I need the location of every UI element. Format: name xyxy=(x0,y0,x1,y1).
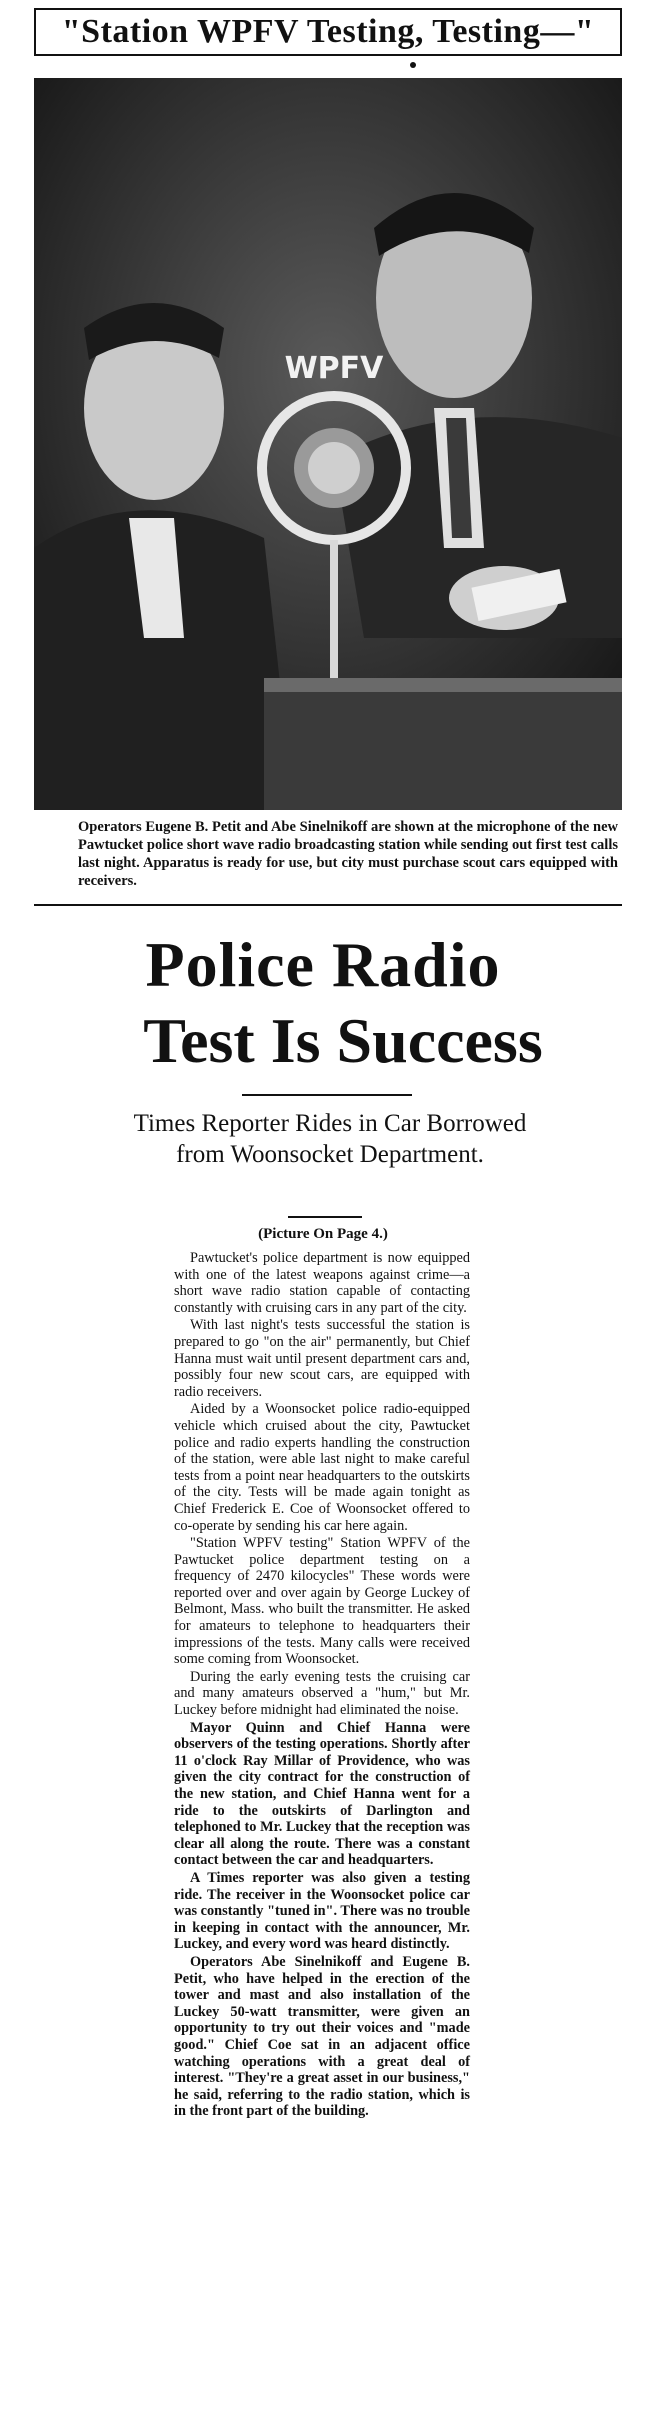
photograph xyxy=(34,78,622,810)
desk xyxy=(264,678,622,810)
photo-caption: Operators Eugene B. Petit and Abe Sinelnikoff are shown at the microphone of the new Pawtucket police short wave radio broadcasting station while sending out first test calls last night. Apparatus is ready for use, but city must purchase scout cars equipped with receivers. xyxy=(78,819,618,889)
subhead-divider xyxy=(288,1216,362,1218)
photo-headline xyxy=(34,8,622,56)
picture-note: (Picture On Page 4.) xyxy=(258,1226,388,1242)
paragraph: A Times reporter was also given a testing ride. The receiver in the Woonsocket police car was constantly "tuned in". There was no trouble in keeping in contact with the announcer, Mr. Luckey, and every word was heard distinctly. xyxy=(174,1869,470,1953)
paragraph: Aided by a Woonsocket police radio-equipped vehicle which cruised about the city, Pawtucket police and radio experts handling the construction of the station, were able last night to make careful tests from a point near headquarters to the outskirts of the city. Tests will be made again tonight as Chief Frederick E. Coe of Woonsocket offered to co-operate by sending his car here again. xyxy=(174,1401,470,1534)
article-headline-line1: Police Radio xyxy=(145,929,501,1000)
article-subhead: Times Reporter Rides in Car Borrowed from Woonsocket Department. xyxy=(133,1110,527,1168)
decorative-dot xyxy=(410,62,416,68)
section-divider xyxy=(34,904,622,906)
photo-headline-text: "Station WPFV Testing, Testing—" xyxy=(61,13,595,50)
headline-divider xyxy=(242,1094,412,1096)
paragraph: "Station WPFV testing" Station WPFV of the Pawtucket police department testing on a frequency of 2470 kilocycles" These words were reported over and over again by George Luckey of Belmont, Mass. who built the transmitter. He asked for amateurs to telephone to headquarters their impressions of the tests. Many calls were received some coming from Woonsocket. xyxy=(174,1535,470,1668)
paragraph: With last night's tests successful the station is prepared to go "on the air" permanently, but Chief Hanna must wait until present department cars and, possibly four new scout cars, are equipped with radio receivers. xyxy=(174,1317,470,1400)
paragraph: Mayor Quinn and Chief Hanna were observers of the testing operations. Shortly after 11 o'clock Ray Millar of Providence, who was given the city contract for the construction of the new station, and Chief Hanna went for a ride to the outskirts of Darlington and telephoned to Mr. Luckey that the reception was clear all along the route. There was a constant contact between the car and headquarters. xyxy=(174,1719,470,1869)
paragraph: Pawtucket's police department is now equipped with one of the latest weapons against crime—a short wave radio station capable of contacting constantly with cruising cars in any part of the city. xyxy=(174,1250,470,1316)
microphone-label: WPFV xyxy=(284,351,384,386)
paragraph: Operators Abe Sinelnikoff and Eugene B. Petit, who have helped in the erection of the tower and mast and also installation of the Luckey 50-watt transmitter, were given an opportunity to try out their voices and "made good." Chief Coe sat in an adjacent office watching operations with a great deal of interest. "They're a great asset in our business," he said, referring to the radio station, which is in the front part of the building. xyxy=(174,1953,470,2120)
article-headline-line2: Test Is Success xyxy=(143,1005,543,1076)
photograph-illustration xyxy=(34,78,622,810)
article-body xyxy=(174,1250,470,2120)
paragraph: During the early evening tests the cruising car and many amateurs observed a "hum," but Mr. Luckey before midnight had eliminated the noise. xyxy=(174,1668,470,1719)
